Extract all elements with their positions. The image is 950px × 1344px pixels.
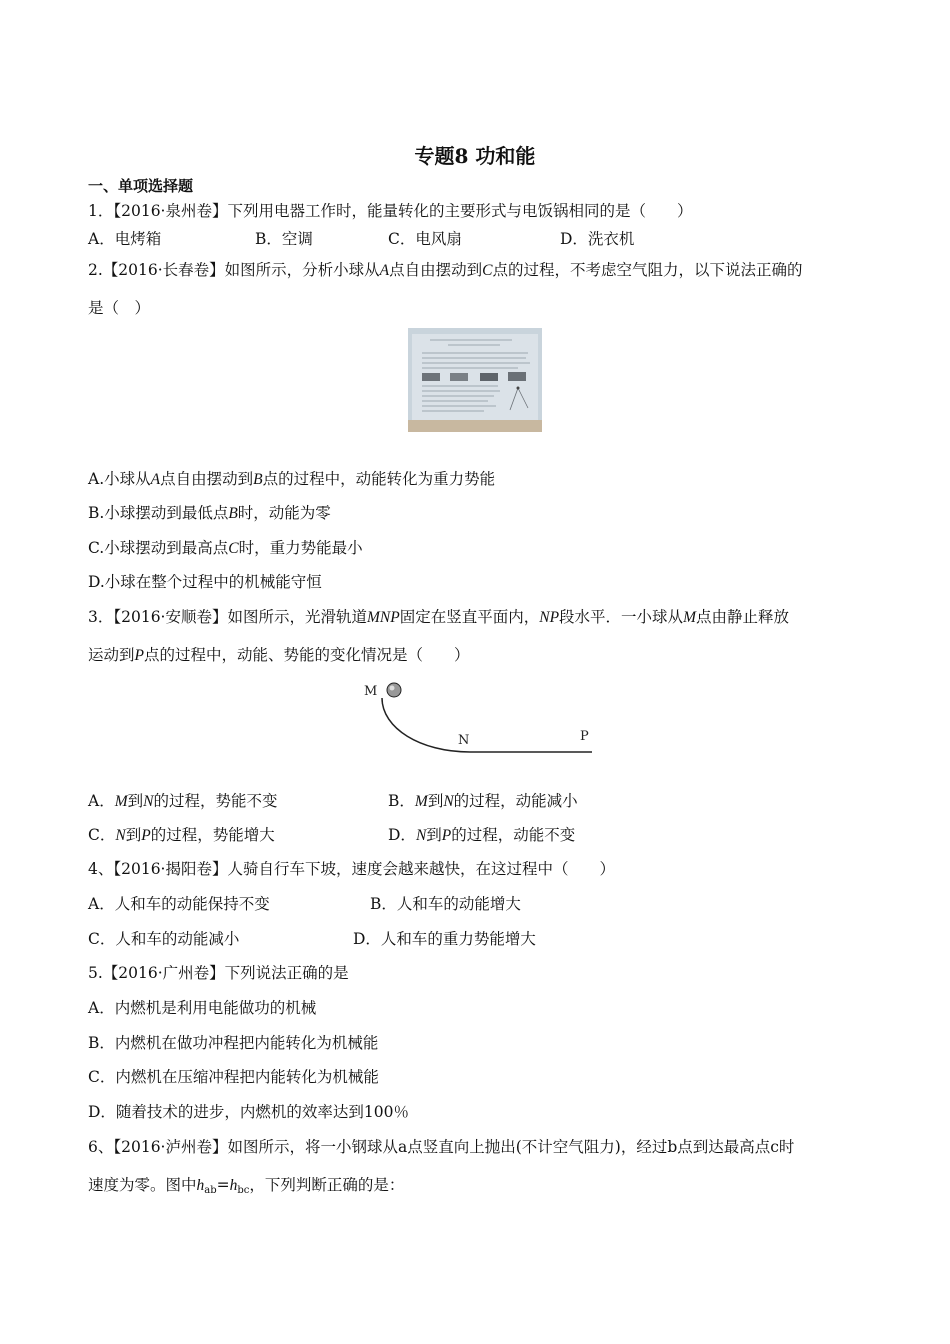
label-m: M [364, 684, 378, 699]
q4-option-b: B．人和车的动能增大 [370, 895, 521, 913]
q3-option-c: C．N到P的过程，势能增大 [88, 826, 275, 844]
q4-option-d: D．人和车的重力势能增大 [353, 930, 536, 948]
q5-option-b: B．内燃机在做功冲程把内能转化为机械能 [88, 1034, 379, 1052]
page-title: 专题8 功和能 [414, 144, 536, 168]
q3-option-b: B．M到N的过程，动能减小 [388, 792, 578, 810]
q1-option-b: B．空调 [255, 230, 313, 248]
q2-option-b: B.小球摆动到最低点B时，动能为零 [88, 504, 331, 522]
q2-option-c: C.小球摆动到最高点C时，重力势能最小 [88, 539, 363, 557]
q3-stem-line2: 运动到P点的过程中，动能、势能的变化情况是（ ） [88, 646, 470, 664]
q5-option-d: D．随着技术的进步，内燃机的效率达到100％ [88, 1103, 410, 1121]
q6-stem-line1: 6、【2016·泸州卷】如图所示，将一小钢球从a点竖直向上抛出(不计空气阻力)，经过b点到达最高点c时 [88, 1138, 795, 1156]
q2-option-d: D.小球在整个过程中的机械能守恒 [88, 573, 322, 591]
q2-option-a: A.小球从A点自由摆动到B点的过程中，动能转化为重力势能 [88, 470, 496, 488]
q6-stem-line2: 速度为零。图中$h_{ab}=h_{bc}$，下列判断正确的是： [88, 1176, 405, 1196]
q4-option-a: A．人和车的动能保持不变 [88, 895, 270, 913]
q4-option-c: C．人和车的动能减小 [88, 930, 240, 948]
q3-option-d: D．N到P的过程，动能不变 [388, 826, 576, 844]
q3-option-a: A．M到N的过程，势能不变 [88, 792, 278, 810]
section-heading: 一、单项选择题 [88, 177, 194, 195]
q2-stem-line1: 2.【2016·长春卷】如图所示，分析小球从A点自由摆动到C点的过程，不考虑空气阻力，以下说法正确的 [88, 261, 803, 279]
q3-stem-line1: 3．【2016·安顺卷】如图所示，光滑轨道MNP固定在竖直平面内，NP段水平．一小球从M点由静止释放 [88, 608, 789, 626]
q5-option-a: A．内燃机是利用电能做功的机械 [88, 999, 317, 1017]
q5-stem: 5.【2016·广州卷】下列说法正确的是 [88, 964, 349, 982]
label-n: N [458, 733, 470, 748]
q4-stem: 4、【2016·揭阳卷】人骑自行车下坡，速度会越来越快，在这过程中（ ） [88, 860, 615, 878]
q1-option-c: C．电风扇 [388, 230, 462, 248]
q5-option-c: C．内燃机在压缩冲程把内能转化为机械能 [88, 1068, 379, 1086]
worksheet-photo [408, 328, 542, 432]
label-p: P [580, 729, 589, 744]
q2-stem-line2: 是（ ） [88, 299, 151, 317]
q1-stem: 1．【2016·泉州卷】下列用电器工作时，能量转化的主要形式与电饭锅相同的是（ ） [88, 202, 693, 220]
q1-option-a: A．电烤箱 [88, 230, 162, 248]
q1-option-d: D．洗衣机 [560, 230, 635, 248]
track-diagram [360, 678, 592, 756]
